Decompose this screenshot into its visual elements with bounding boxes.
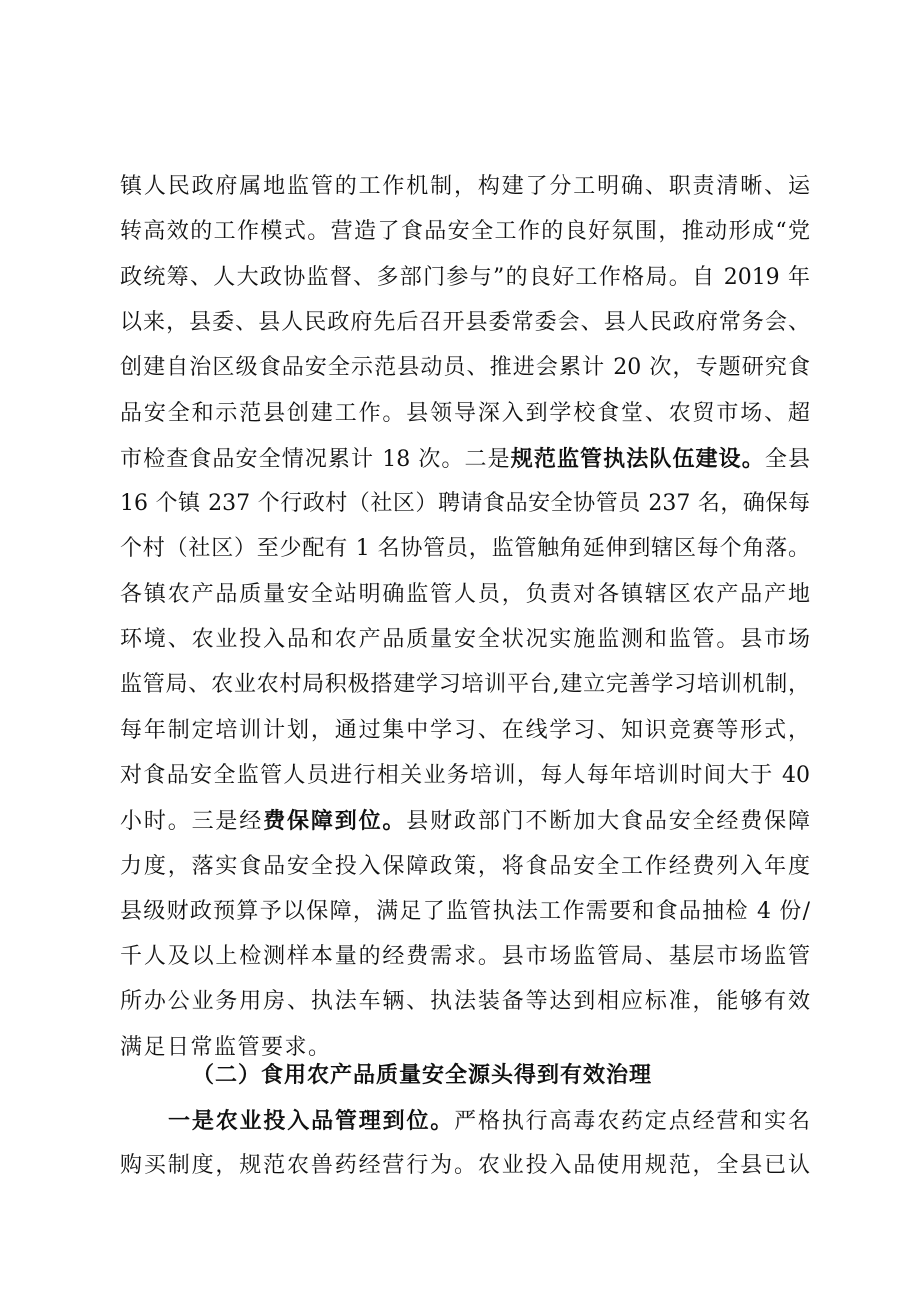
text-run: 购买制度，规范农兽药经营行为。农业投入品使用规范，全县已认 <box>120 1153 810 1179</box>
text-run: 满足日常监管要求。 <box>120 1034 332 1060</box>
text-line <box>120 670 810 700</box>
text-line <box>120 580 810 610</box>
text-line <box>120 852 810 882</box>
text-line <box>120 308 810 338</box>
text-run: 环境、农业投入品和农产品质量安全状况实施监测和监管。县市场 <box>120 627 810 652</box>
text-run: 千人及以上检测样本量的经费需求。县市场监管局、基层市场监管 <box>120 944 810 970</box>
text-line <box>120 716 810 746</box>
text-line <box>120 172 810 202</box>
text-run: 16 个镇 237 个行政村（社区）聘请食品安全协管员 237 名，确保每 <box>120 491 810 517</box>
text-run: 镇人民政府属地监管的工作机制，构建了分工明确、职责清晰、运 <box>120 174 810 199</box>
text-run: 全县 <box>764 446 810 472</box>
bold-text-run: 一是农业投入品管理到位。 <box>168 1108 455 1134</box>
text-run: 监管局、农业农村局积极搭建学习培训平台,建立完善学习培训机制， <box>120 672 810 698</box>
text-line <box>120 444 810 475</box>
text-run: 品安全和示范县创建工作。县领导深入到学校食堂、农贸市场、超 <box>120 400 810 426</box>
text-run: 每年制定培训计划，通过集中学习、在线学习、知识竞赛等形式， <box>120 717 810 743</box>
text-run: 个村（社区）至少配有 1 名协管员，监管触角延伸到辖区每个角落。 <box>120 536 810 562</box>
text-line <box>120 263 810 293</box>
text-line <box>120 353 810 383</box>
text-run: 小时。三是经 <box>120 809 264 835</box>
text-run: 严格执行高毒农药定点经营和实名 <box>454 1109 810 1134</box>
text-line <box>120 942 810 972</box>
bold-text-run: 费保障到位。 <box>263 808 407 835</box>
text-run: 县级财政预算予以保障，满足了监管执法工作需要和食品抽检 4 份/ <box>120 898 810 924</box>
text-run: 转高效的工作模式。营造了食品安全工作的良好氛围，推动形成“党 <box>120 219 810 245</box>
text-line <box>120 897 810 927</box>
text-line <box>120 761 810 791</box>
text-run: 创建自治区级食品安全示范县动员、推进会累计 20 次，专题研究食 <box>120 355 810 381</box>
bold-text-run: 规范监管执法队伍建设。 <box>510 445 765 472</box>
text-run: 各镇农产品质量安全站明确监管人员，负责对各镇辖区农产品产地 <box>120 581 810 607</box>
text-run: 力度，落实食品安全投入保障政策，将食品安全工作经费列入年度 <box>120 853 810 879</box>
text-run: 政统筹、人大政协监督、多部门参与”的良好工作格局。自 2019 年 <box>120 264 810 290</box>
text-line <box>120 1151 810 1181</box>
section-heading: （二）食用农产品质量安全源头得到有效治理 <box>192 1062 653 1088</box>
text-line <box>120 806 810 837</box>
text-line <box>120 399 810 429</box>
text-run: 对食品安全监管人员进行相关业务培训，每人每年培训时间大于 40 <box>120 762 810 788</box>
text-line <box>120 1033 810 1063</box>
text-run: 所办公业务用房、执法车辆、执法装备等达到相应标准，能够有效 <box>120 989 810 1015</box>
text-line <box>120 217 810 247</box>
text-line <box>120 489 810 519</box>
text-line <box>120 534 810 564</box>
text-run: 县财政部门不断加大食品安全经费保障 <box>406 809 810 835</box>
text-line <box>120 625 810 655</box>
text-run: 以来，县委、县人民政府先后召开县委常委会、县人民政府常务会、 <box>120 309 810 335</box>
text-line <box>120 987 810 1017</box>
text-run: 市检查食品安全情况累计 18 次。二是 <box>120 446 511 472</box>
text-line <box>120 1106 810 1137</box>
